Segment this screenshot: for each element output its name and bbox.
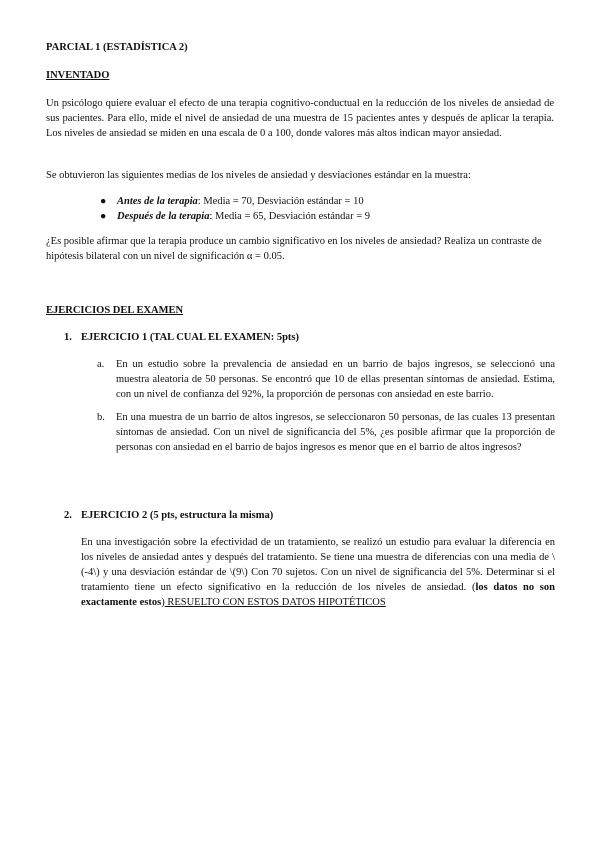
exercise-2-close-paren: )	[161, 597, 165, 608]
item-text: En una muestra de un barrio de altos ingresos, se seleccionaron 50 personas, de las cuales 13 presentan síntomas de ansiedad. Con un nivel de significancia del 5%, ¿es posible afirmar que la proporción de personas con ansiedad en el barrio de bajos ingresos es menor que en el barrio de altos ingresos?	[116, 412, 555, 453]
invented-question: ¿Es posible afirmar que la terapia produce un cambio significativo en los niveles de ansiedad? Realiza un contraste de hipótesis bilateral con un nivel de significación α = 0.05.	[46, 236, 542, 262]
bullet-label: Antes de la terapia	[117, 196, 198, 207]
invented-paragraph-1: Un psicólogo quiere evaluar el efecto de una terapia cognitivo-conductual en la reducción de los niveles de ansiedad de sus pacientes. Para ello, mide el nivel de ansiedad de una muestra de 15 pacientes antes y después de aplicar la terapia. Los niveles de ansiedad se miden en una escala de 0 a 100, donde valores más altos indican mayor ansiedad.	[46, 98, 554, 139]
bullet-text: : Media = 65, Desviación estándar = 9	[209, 211, 371, 222]
exercise-2-body: En una investigación sobre la efectividad de un tratamiento, se realizó un estudio para evaluar la diferencia en los niveles de ansiedad antes y después del tratamiento. Se tiene una muestra de diferencias con una media de \(-4\) y una desviación estándar de \(9\) Con 70 sujetos. Con un nivel de significancia del 5%. Determinar si el tratamiento tiene un efecto significativo en la reducción de los niveles de ansiedad. (	[81, 537, 555, 593]
exercise-1-number: 1.	[64, 332, 72, 343]
bullet-dot-icon: ●	[100, 196, 107, 207]
exercise-2-bold-note: los datos no son exactamente estos	[81, 582, 555, 608]
invented-paragraph-2: Se obtuvieron las siguientes medias de los niveles de ansiedad y desviaciones estándar en la muestra:	[46, 170, 471, 181]
item-letter: a.	[97, 359, 105, 370]
exercise-2-text	[81, 535, 555, 610]
exam-heading: EJERCICIOS DEL EXAMEN	[46, 305, 184, 316]
exercise-2-number: 2.	[64, 510, 72, 521]
bullet-dot-icon: ●	[100, 211, 107, 222]
exercise-2-underlined-note: RESUELTO CON ESTOS DATOS HIPOTÉTICOS	[164, 597, 386, 608]
item-text: En un estudio sobre la prevalencia de ansiedad en un barrio de bajos ingresos, se seleccionó una muestra aleatoria de 50 personas. Se encontró que 10 de ellas presentan síntomas de ansiedad. Estima, con un nivel de confianza del 92%, la proporción de personas con ansiedad en este barrio.	[116, 359, 555, 400]
item-letter: b.	[97, 412, 105, 423]
document-title: PARCIAL 1 (ESTADÍSTICA 2)	[46, 42, 188, 53]
exercise-2-title: EJERCICIO 2 (5 pts, estructura la misma)	[81, 510, 274, 521]
exercise-1-item-a	[97, 357, 555, 402]
exercise-1-title: EJERCICIO 1 (TAL CUAL EL EXAMEN: 5pts)	[81, 332, 300, 343]
bullet-label: Después de la terapia	[117, 211, 210, 222]
invented-heading: INVENTADO	[46, 70, 110, 81]
bullet-text: : Media = 70, Desviación estándar = 10	[197, 196, 364, 207]
exercise-1-item-b	[97, 410, 555, 455]
